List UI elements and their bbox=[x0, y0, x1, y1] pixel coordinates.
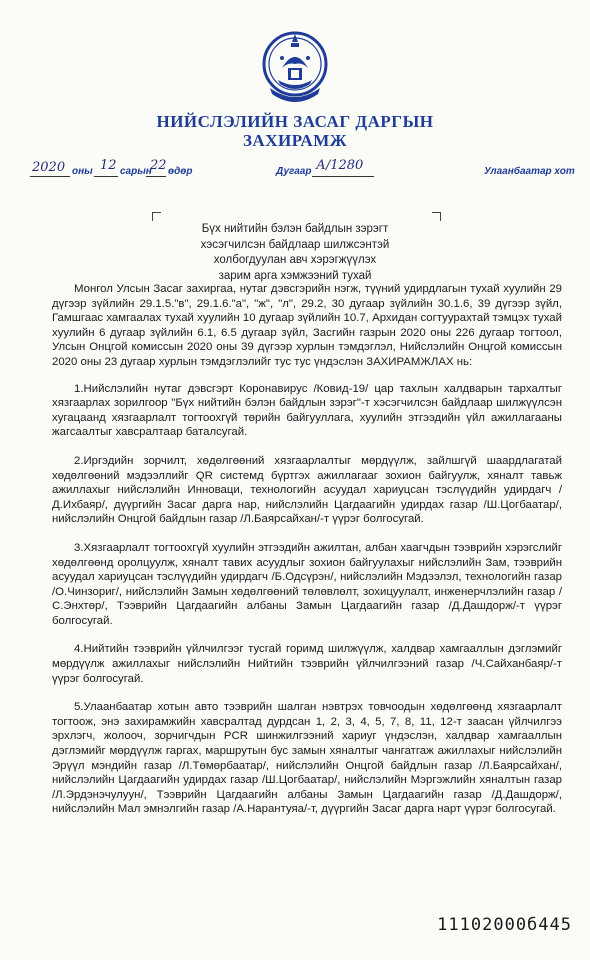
subject-line: холбогдуулан авч хэрэгжүүлэх bbox=[213, 254, 377, 266]
subject-corner-left bbox=[152, 212, 161, 221]
clause-paragraph: 5.Улаанбаатар хотын авто тээврийн шалган нэвтрэх товчоодын хөдөлгөөнд хязгаарлалт тогтоож, энэ захирамжийн хавсралтад дурдсан 1, 2, 3, 4, 5, 7, 8, 11, 12-т заасан үйлчилгээ эрхлэгч, жолооч, зорчигчдын PCR шинжилгээний хариуг үндэслэн, халдвар хамгааллын дэглэмийг мөрдүүлж гаргах, маршрутын бус замын хяналтыг чангатгаж ажиллахыг нийслэлийн Эрүүл мэндийн газар /Л.Төмөрбаатар/, нийслэлийн Онцгой байдлын газар /Л.Баярсайхан/, нийслэлийн Цагдаагийн удирдах газар /Ш.Цогбаатар/, нийслэлийн Мэргэжлийн хяналтын газар /Л.Эрдэнэчулуун/, Тээврийн Цагдаагийн албаны Замын Цагдаагийн газар /Д.Дашдорж/, нийслэлийн Мал эмнэлгийн газар /А.Нарантуяа/-т, дүүргийн Засаг дарга нарт үүрэг болгосугай. bbox=[52, 701, 562, 816]
year-underline bbox=[30, 176, 70, 177]
subject-corner-right bbox=[432, 212, 441, 221]
clause-paragraph: 3.Хязгаарлалт тогтоохгүй хуулийн этгээдийн ажилтан, албан хаагчдын тээврийн хэрэгслийг хөдөлгөөнд оролцуулж, хяналт тавих асуудлыг зохион байгуулахыг нийслэлийн Зам, тээврийн асуудал хариуцсан тэслүүдийн удирдагч /Б.Одсүрэн/, нийслэлийн Мэдээлэл, технологийн газар /О.Чинзориг/, нийслэлийн Замын хөдөлгөөний төлөвлөлт, зохицуулалт, инженерчлэлийн газар /С.Энхтөр/, Тээврийн Цагдаагийн албаны Замын Цагдаагийн газар /Д.Дашдорж/-т үүрэг болгосугай. bbox=[52, 541, 562, 627]
day-suffix-label: өдөр bbox=[168, 166, 193, 177]
handwritten-number: А/1280 bbox=[316, 158, 364, 173]
handwritten-year: 2020 bbox=[32, 160, 66, 175]
document-type-title: ЗАХИРАМЖ bbox=[242, 131, 348, 150]
city-label: Улаанбаатар хот bbox=[484, 166, 575, 177]
document-body bbox=[52, 282, 562, 831]
subject-line: Бүх нийтийн бэлэн байдлын зэрэгт bbox=[201, 223, 389, 235]
month-suffix-label: сарын bbox=[120, 166, 152, 177]
organization-name: НИЙСЛЭЛИЙН ЗАСАГ ДАРГЫН bbox=[156, 112, 434, 131]
intro-paragraph: Монгол Улсын Засаг захиргаа, нутаг дэвсгэрийн нэгж, түүний удирдлагын тухай хуулийн 29 дүгээр зүйлийн 29.1.5."в", 29.1.6."а", "ж", "л", 29.2, 30 дугаар зүйлийн 30.1.6, 39 дүгээр зүйл, Гамшгаас хамгаалах тухай хуулийн 10 дугаар зүйлийн 10.7, Архидан согтуурахтай тэмцэх тухай хуулийн 6 дугаар зүйлийн 6.1, 6.5 дугаар зүйл, Засгийн газрын 2020 оны 226 дугаар тогтоол, Улсын Онцгой комиссын 2020 оны 39 дүгээр хурлын тэмдэглэл, Нийслэлийн Онцгой комиссын 2020 оны 23 дугаар хурлын тэмдэглэлийг тус тус үндэслэн ЗАХИРАМЖЛАХ нь: bbox=[52, 283, 562, 368]
subject-line: хэсэгчилсэн байдлаар шилжсэнтэй bbox=[200, 238, 390, 251]
handwritten-month: 12 bbox=[100, 158, 117, 173]
number-underline bbox=[312, 176, 374, 177]
month-underline bbox=[94, 176, 118, 177]
serial-number: 11102000б445 bbox=[437, 915, 572, 935]
day-underline bbox=[146, 176, 166, 177]
state-emblem-icon bbox=[262, 28, 328, 104]
clause-paragraph: 2.Иргэдийн зорчилт, хөдөлгөөний хязгаарлалтыг мөрдүүлж, зайлшгүй шаардлагатай хөдөлгөөний мэдээллийг QR системд бүртгэх ажиллагааг зохион байгуулж, хяналт тавьж ажиллахыг нийслэлийн Инноваци, технологийн асуудал хариуцсан тэслүүдийн удирдагч /Д.Ихбаяр/, дүүргийн Засаг дарга нар, нийслэлийн Цагдаагийн удирдах газар /Ш.Цогбаатар/, нийслэлийн Онцгой байдлын газар /Л.Баярсайхан/-т үүрэг болгосугай. bbox=[52, 454, 562, 526]
subject-line: зарим арга хэмжээний тухай bbox=[218, 269, 372, 282]
subject-block bbox=[150, 222, 440, 284]
clause-paragraph: 1.Нийслэлийн нутаг дэвсгэрт Коронавирус /Ковид-19/ цар тахлын халдварын тархалтыг хязгаарлах зорилгоор "Бүх нийтийн бэлэн байдлын зэрэг"-т хэсэгчилсэн байдлаар шилжүүлсэн хугацаанд хязгаарлалт тогтоохгүй төрийн байгууллага, хуулийн этгээдийн үйл ажиллагааны жагсаалтыг хавсралтаар баталсугай. bbox=[52, 382, 562, 439]
handwritten-day: 22 bbox=[150, 158, 167, 173]
year-suffix-label: оны bbox=[72, 166, 93, 177]
number-label: Дугаар bbox=[276, 166, 312, 177]
clause-paragraph: 4.Нийтийн тээврийн үйлчилгээг тусгай горимд шилжүүлж, халдвар хамгааллын дэглэмийг мөрдүүлж ажиллахыг нийслэлийн Нийтийн тээврийн үйлчилгээний газар /Ч.Сайханбаяр/-т үүрэг болгосугай. bbox=[52, 643, 562, 685]
